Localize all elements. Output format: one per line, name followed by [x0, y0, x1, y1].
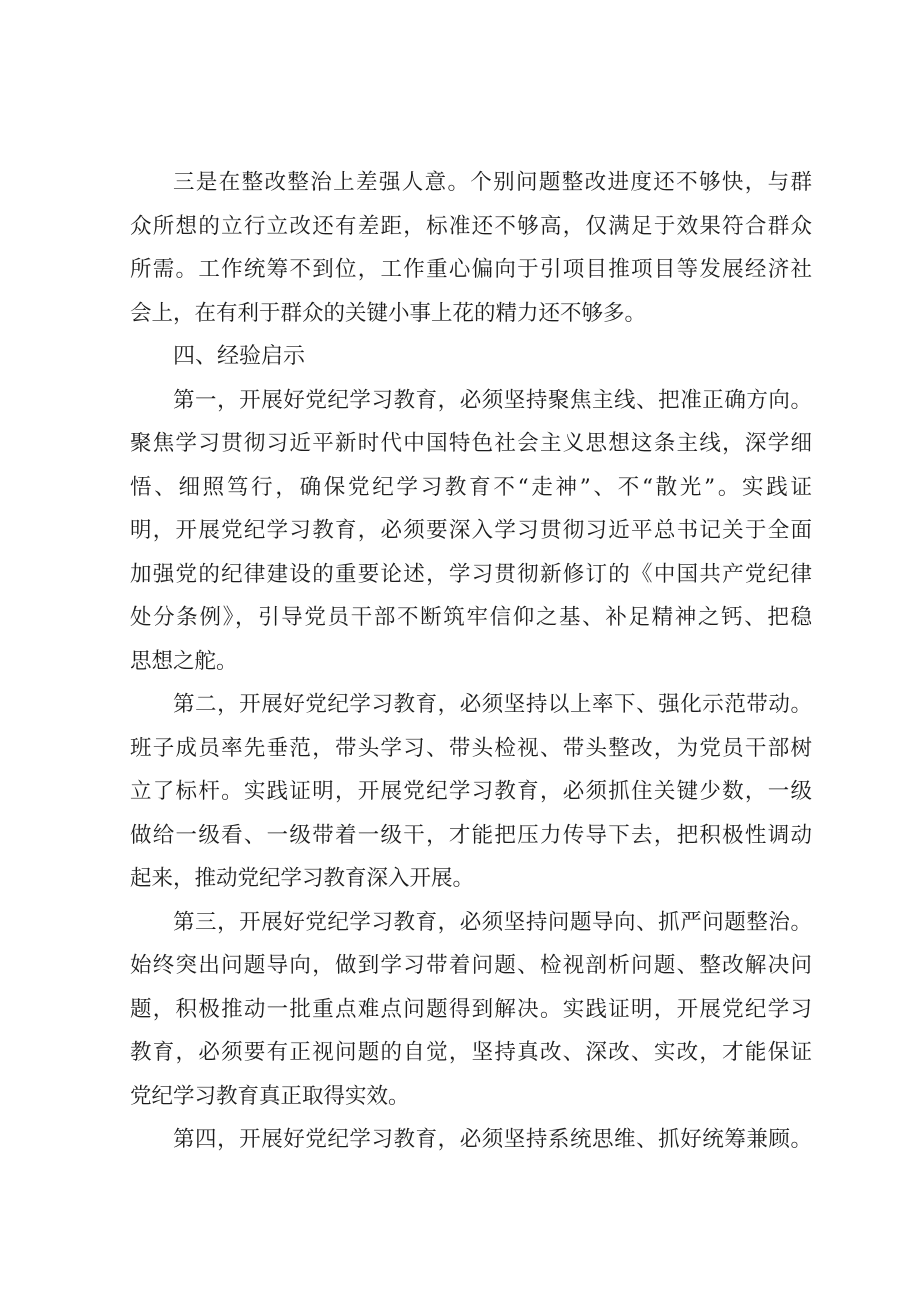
section-heading: 四、经验启示: [173, 344, 306, 369]
text-line: 加强党的纪律建设的重要论述，学习贯彻新修订的《中国共产党纪律: [130, 561, 812, 587]
text-line: 起来，推动党纪学习教育深入开展。: [130, 866, 475, 891]
text-line: 第四，开展好党纪学习教育，必须坚持系统思维、抓好统筹兼顾。: [173, 1127, 812, 1152]
text-line: 党纪学习教育真正取得实效。: [130, 1083, 410, 1109]
text-line: 做给一级看、一级带着一级干，才能把压力传导下去，把积极性调动: [130, 822, 812, 848]
text-line: 立了标杆。实践证明，开展党纪学习教育，必须抓住关键少数，一级: [130, 779, 812, 804]
text-line: 始终突出问题导向，做到学习带着问题、检视剖析问题、整改解决问: [130, 953, 812, 978]
text-line: 悟、细照笃行，确保党纪学习教育不“走神”、不“散光”。实践证: [130, 474, 812, 500]
paragraph-lesson-one: [130, 379, 812, 684]
document-body: [130, 161, 812, 1162]
paragraph-lesson-four: [130, 1118, 812, 1162]
text-line: 所需。工作统筹不到位，工作重心偏向于引项目推项目等发展经济社: [130, 257, 812, 282]
text-line: 题，积极推动一批重点难点问题得到解决。实践证明，开展党纪学习: [130, 996, 812, 1022]
paragraph-lesson-three: [130, 901, 812, 1119]
text-line: 会上，在有利于群众的关键小事上花的精力还不够多。: [130, 300, 647, 326]
text-line: 教育，必须要有正视问题的自觉，坚持真改、深改、实改，才能保证: [130, 1040, 812, 1065]
text-line: 第一，开展好党纪学习教育，必须坚持聚焦主线、把准正确方向。: [173, 387, 812, 413]
text-line: 聚焦学习贯彻习近平新时代中国特色社会主义思想这条主线，深学细: [130, 431, 812, 456]
text-line: 三是在整改整治上差强人意。个别问题整改进度还不够快，与群: [173, 170, 812, 195]
text-line: 第三，开展好党纪学习教育，必须坚持问题导向、抓严问题整治。: [173, 909, 812, 935]
text-line: 班子成员率先垂范，带头学习、带头检视、带头整改，为党员干部树: [130, 735, 812, 761]
text-line: 第二，开展好党纪学习教育，必须坚持以上率下、强化示范带动。: [173, 692, 812, 717]
text-line: 思想之舵。: [130, 648, 238, 674]
text-line: 处分条例》，引导党员干部不断筑牢信仰之基、补足精神之钙、把稳: [130, 605, 812, 630]
text-line: 众所想的立行立改还有差距，标准还不够高，仅满足于效果符合群众: [130, 213, 812, 239]
text-line: 明，开展党纪学习教育，必须要深入学习贯彻习近平总书记关于全面: [130, 518, 812, 543]
paragraph-issue-three: [130, 161, 812, 335]
paragraph-lesson-two: [130, 683, 812, 901]
